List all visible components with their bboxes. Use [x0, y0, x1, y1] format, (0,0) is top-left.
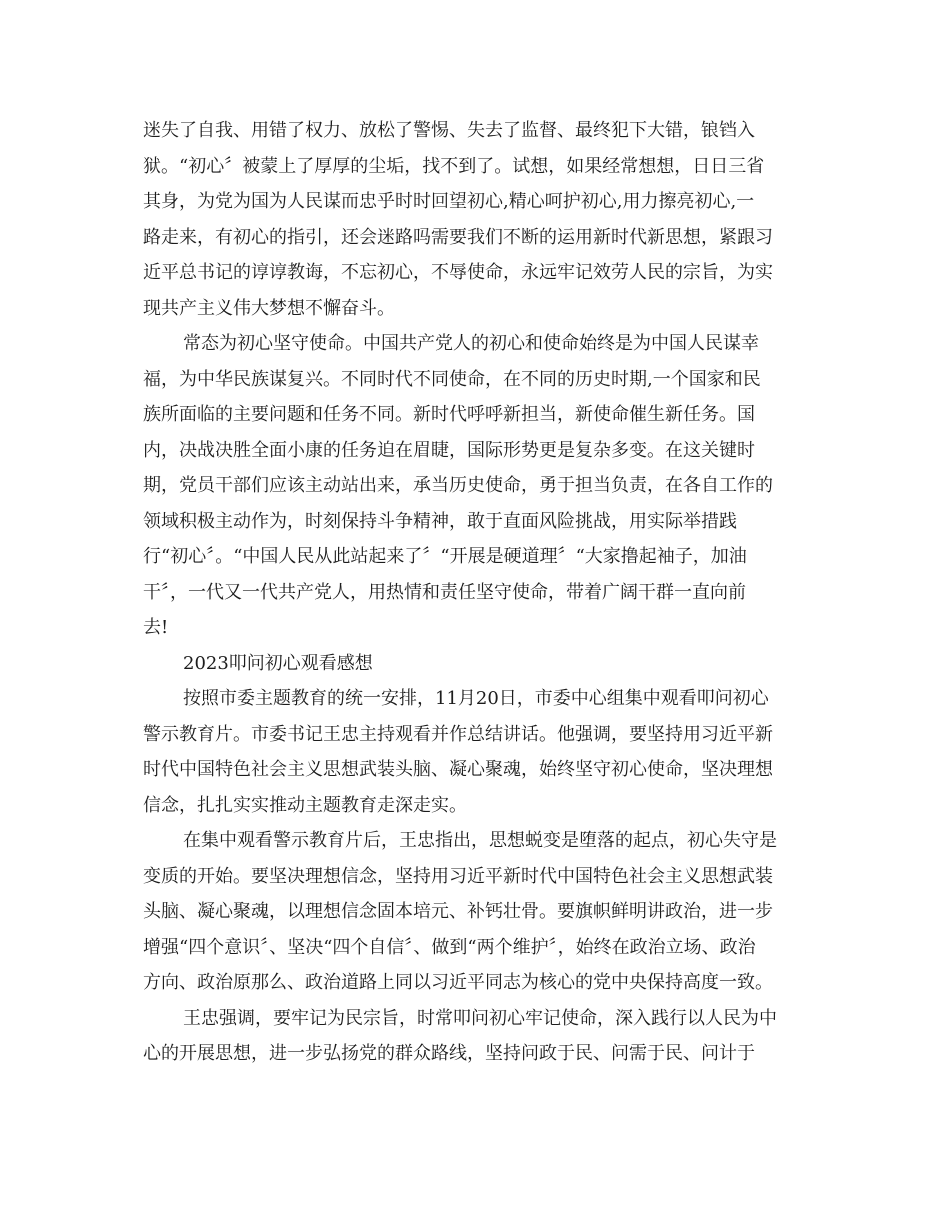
paragraph-line: 期，党员干部们应该主动站出来，承当历史使命，勇于担当负责，在各自工作的 — [143, 475, 773, 496]
heading-text: 2023叩问初心观看感想 — [183, 652, 373, 674]
paragraph-line: 王忠强调，要牢记为民宗旨，时常叩问初心牢记使命，深入践行以人民为中 — [183, 1007, 777, 1029]
paragraph — [143, 326, 803, 646]
paragraph-line: 内，决战决胜全面小康的任务迫在眉睫，国际形势更是复杂多变。在这关键时 — [143, 439, 755, 461]
paragraph-line: 常态为初心坚守使命。中国共产党人的初心和使命始终是为中国人民谋幸 — [183, 333, 759, 354]
paragraph-line: 干〞，一代又一代共产党人，用热情和责任坚守使命，带着广阔干群一直向前 — [143, 581, 746, 603]
document-body — [143, 113, 803, 1072]
paragraph-line: 警示教育片。市委书记王忠主持观看并作总结讲话。他强调，要坚持用习近平新 — [143, 723, 773, 745]
paragraph-line: 路走来，有初心的指引，还会迷路吗需要我们不断的运用新时代新思想，紧跟习 — [143, 226, 773, 248]
paragraph-line: 方向、政治原那么、政治道路上同以习近平同志为核心的党中央保持高度一致。 — [143, 972, 773, 993]
paragraph-line: 头脑、凝心聚魂，以理想信念固本培元、补钙壮骨。要旗帜鲜明讲政治，进一步 — [143, 901, 773, 922]
paragraph-line: 行“初心〞。“中国人民从此站起来了〞“开展是硬道理〞“大家撸起袖子，加油 — [143, 546, 747, 567]
paragraph-line: 心的开展思想，进一步弘扬党的群众路线，坚持问政于民、问需于民、问计于 — [143, 1043, 755, 1064]
paragraph-line: 信念，扎扎实实推动主题教育走深走实。 — [143, 794, 467, 816]
paragraph-line: 迷失了自我、用错了权力、放松了警惕、失去了监督、最终犯下大错，锒铛入 — [143, 120, 755, 141]
paragraph-line: 狱。“初心〞被蒙上了厚厚的尘垢，找不到了。试想，如果经常想想，日日三省 — [143, 155, 765, 177]
section-heading — [143, 646, 803, 682]
paragraph-line: 在集中观看警示教育片后，王忠指出，思想蜕变是堕落的起点，初心失守是 — [183, 830, 777, 851]
paragraph — [143, 681, 803, 823]
paragraph-line: 领域积极主动作为，时刻保持斗争精神，敢于直面风险挑战，用实际举措践 — [143, 510, 737, 532]
paragraph-line: 变质的开始。要坚决理想信念，坚持用习近平新时代中国特色社会主义思想武装 — [143, 865, 773, 887]
paragraph-line: 现共产主义伟大梦想不懈奋斗。 — [143, 297, 395, 319]
paragraph-line: 族所面临的主要问题和任务不同。新时代呼呼新担当，新使命催生新任务。国 — [143, 404, 755, 425]
paragraph-line: 增强“四个意识〞、坚决“四个自信〞、做到“两个维护〞，始终在政治立场、政治 — [143, 936, 756, 958]
paragraph-line: 其身，为党为国为人民谋而忠乎时时回望初心,精心呵护初心,用力擦亮初心,一 — [143, 191, 755, 212]
paragraph-line: 去! — [143, 617, 169, 638]
paragraph — [143, 113, 803, 326]
paragraph — [143, 823, 803, 1001]
paragraph-line: 近平总书记的谆谆教诲，不忘初心，不辱使命，永远牢记效劳人民的宗旨，为实 — [143, 262, 773, 283]
paragraph — [143, 1001, 803, 1072]
paragraph-line: 福，为中华民族谋复兴。不同时代不同使命，在不同的历史时期,一个国家和民 — [143, 368, 761, 390]
paragraph-line: 时代中国特色社会主义思想武装头脑、凝心聚魂，始终坚守初心使命，坚决理想 — [143, 759, 773, 780]
paragraph-line: 按照市委主题教育的统一安排，11月20日，市委中心组集中观看叩问初心 — [183, 688, 769, 709]
